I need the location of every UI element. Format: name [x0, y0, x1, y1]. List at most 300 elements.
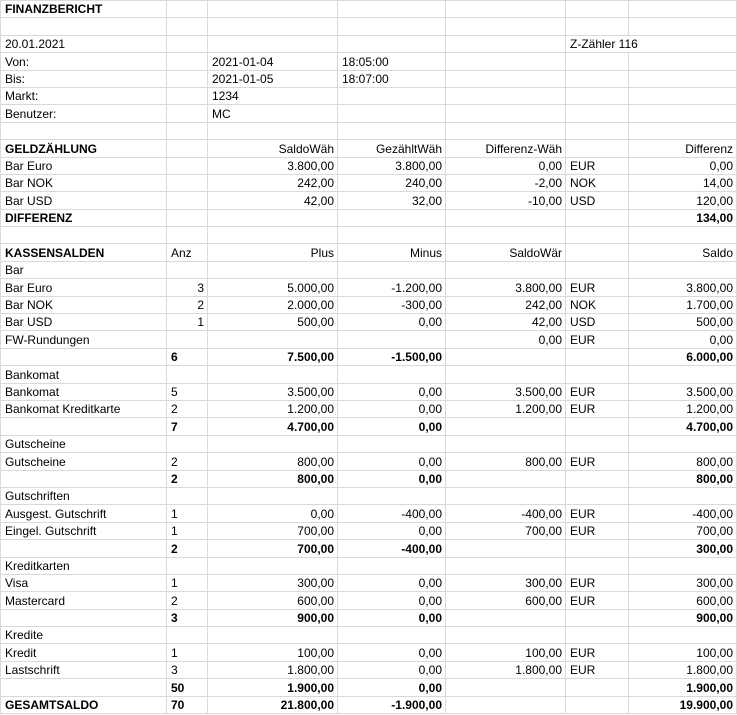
plus-cell[interactable]: 2.000,00 — [208, 296, 338, 313]
saldo-waer-cell[interactable]: 800,00 — [446, 453, 566, 470]
sheet-cell[interactable] — [1, 122, 167, 139]
row-label[interactable]: Gutscheine — [1, 453, 167, 470]
sheet-cell[interactable] — [338, 35, 446, 52]
grand-plus[interactable]: 21.800,00 — [208, 696, 338, 713]
sum-plus[interactable]: 800,00 — [208, 470, 338, 487]
sheet-cell[interactable] — [566, 18, 629, 35]
sum-plus[interactable]: 4.700,00 — [208, 418, 338, 435]
currency-cell[interactable]: EUR — [566, 574, 629, 591]
sheet-cell[interactable] — [446, 487, 566, 504]
sheet-row — [1, 157, 737, 174]
sum-minus[interactable]: -1.500,00 — [338, 348, 446, 365]
col-header[interactable]: SaldoWär — [446, 244, 566, 261]
sheet-cell[interactable] — [446, 87, 566, 104]
sheet-cell[interactable] — [167, 53, 208, 70]
sum-minus[interactable]: 0,00 — [338, 609, 446, 626]
sheet-cell[interactable] — [446, 227, 566, 244]
sheet-cell[interactable] — [208, 366, 338, 383]
sheet-cell[interactable] — [338, 627, 446, 644]
plus-cell[interactable]: 1.200,00 — [208, 400, 338, 417]
sheet-cell[interactable] — [208, 487, 338, 504]
sheet-cell[interactable] — [338, 18, 446, 35]
sheet-cell[interactable] — [566, 105, 629, 122]
sheet-cell[interactable] — [167, 192, 208, 209]
saldo-cell[interactable]: 3.800,00 — [208, 157, 338, 174]
col-header[interactable]: Anz — [167, 244, 208, 261]
sheet-row — [1, 644, 737, 661]
row-label[interactable]: Bar USD — [1, 314, 167, 331]
group-title[interactable]: Gutschriften — [1, 487, 167, 504]
sheet-cell[interactable] — [208, 1, 338, 18]
plus-cell[interactable]: 800,00 — [208, 453, 338, 470]
sheet-cell[interactable] — [167, 487, 208, 504]
sheet-cell[interactable] — [167, 261, 208, 278]
sheet-cell[interactable] — [446, 470, 566, 487]
sum-saldo[interactable]: 900,00 — [629, 609, 737, 626]
currency-cell[interactable]: EUR — [566, 400, 629, 417]
sheet-cell[interactable] — [566, 348, 629, 365]
sheet-cell[interactable] — [167, 140, 208, 157]
saldo-waer-cell[interactable]: 700,00 — [446, 522, 566, 539]
sheet-cell[interactable] — [446, 18, 566, 35]
row-label[interactable]: Bar NOK — [1, 174, 167, 191]
saldo-cell[interactable]: 0,00 — [629, 331, 737, 348]
currency-cell[interactable]: NOK — [566, 296, 629, 313]
minus-cell[interactable]: -400,00 — [338, 505, 446, 522]
von-time[interactable]: 18:05:00 — [338, 53, 446, 70]
sum-saldo[interactable]: 4.700,00 — [629, 418, 737, 435]
saldo-cell[interactable]: -400,00 — [629, 505, 737, 522]
sheet-cell[interactable] — [338, 105, 446, 122]
sheet-cell[interactable] — [629, 53, 737, 70]
saldo-waer-cell[interactable]: 1.800,00 — [446, 661, 566, 678]
sheet-cell[interactable] — [167, 122, 208, 139]
plus-cell[interactable]: 5.000,00 — [208, 279, 338, 296]
plus-cell[interactable]: 0,00 — [208, 505, 338, 522]
sheet-cell[interactable] — [1, 470, 167, 487]
total-value[interactable]: 134,00 — [629, 209, 737, 226]
sheet-cell[interactable] — [446, 696, 566, 713]
sheet-cell[interactable] — [446, 53, 566, 70]
currency-cell[interactable]: EUR — [566, 505, 629, 522]
differenz-cell[interactable]: 14,00 — [629, 174, 737, 191]
sheet-cell[interactable] — [338, 435, 446, 452]
saldo-cell[interactable]: 3.800,00 — [629, 279, 737, 296]
col-header[interactable]: Plus — [208, 244, 338, 261]
differenz-cell[interactable]: 120,00 — [629, 192, 737, 209]
von-date[interactable]: 2021-01-04 — [208, 53, 338, 70]
sheet-cell[interactable] — [208, 209, 338, 226]
sheet-cell[interactable] — [208, 435, 338, 452]
sheet-cell[interactable] — [629, 105, 737, 122]
currency-cell[interactable]: USD — [566, 192, 629, 209]
sheet-cell[interactable] — [566, 122, 629, 139]
sheet-cell[interactable] — [446, 418, 566, 435]
grand-total-label[interactable]: GESAMTSALDO — [1, 696, 167, 713]
anz-cell[interactable]: 3 — [167, 661, 208, 678]
sum-minus[interactable]: -400,00 — [338, 540, 446, 557]
markt-label[interactable]: Markt: — [1, 87, 167, 104]
sheet-cell[interactable] — [338, 366, 446, 383]
col-header[interactable]: Differenz — [629, 140, 737, 157]
benutzer-label[interactable]: Benutzer: — [1, 105, 167, 122]
sheet-cell[interactable] — [566, 261, 629, 278]
currency-cell[interactable]: EUR — [566, 383, 629, 400]
anz-cell[interactable]: 1 — [167, 314, 208, 331]
minus-cell[interactable]: 0,00 — [338, 383, 446, 400]
section-title-geldzaehlung[interactable]: GELDZÄHLUNG — [1, 140, 167, 157]
sheet-cell[interactable] — [629, 435, 737, 452]
sheet-cell[interactable] — [338, 122, 446, 139]
sheet-cell[interactable] — [566, 244, 629, 261]
sheet-cell[interactable] — [446, 627, 566, 644]
differenz-cell[interactable]: 0,00 — [629, 157, 737, 174]
sheet-cell[interactable] — [167, 557, 208, 574]
saldo-cell[interactable]: 1.700,00 — [629, 296, 737, 313]
sheet-cell[interactable] — [629, 70, 737, 87]
currency-cell[interactable]: USD — [566, 314, 629, 331]
col-header[interactable]: Saldo — [629, 244, 737, 261]
sheet-cell[interactable] — [446, 1, 566, 18]
sheet-cell[interactable] — [566, 140, 629, 157]
sum-minus[interactable]: 0,00 — [338, 418, 446, 435]
row-label[interactable]: Bar USD — [1, 192, 167, 209]
currency-cell[interactable]: EUR — [566, 592, 629, 609]
differenz-waeh-cell[interactable]: -10,00 — [446, 192, 566, 209]
row-label[interactable]: Bar Euro — [1, 157, 167, 174]
row-label[interactable]: Mastercard — [1, 592, 167, 609]
minus-cell[interactable]: -300,00 — [338, 296, 446, 313]
saldo-waer-cell[interactable]: 3.800,00 — [446, 279, 566, 296]
sheet-cell[interactable] — [446, 435, 566, 452]
saldo-cell[interactable]: 242,00 — [208, 174, 338, 191]
anz-cell[interactable]: 2 — [167, 296, 208, 313]
currency-cell[interactable]: EUR — [566, 157, 629, 174]
sum-saldo[interactable]: 800,00 — [629, 470, 737, 487]
row-label[interactable]: Lastschrift — [1, 661, 167, 678]
sheet-cell[interactable] — [1, 679, 167, 696]
sheet-cell[interactable] — [167, 18, 208, 35]
sheet-row — [1, 35, 737, 52]
sheet-cell[interactable] — [446, 122, 566, 139]
sheet-cell[interactable] — [566, 53, 629, 70]
currency-cell[interactable]: NOK — [566, 174, 629, 191]
sheet-cell[interactable] — [208, 557, 338, 574]
sheet-cell[interactable] — [566, 609, 629, 626]
sum-anz[interactable]: 7 — [167, 418, 208, 435]
minus-cell[interactable]: 0,00 — [338, 453, 446, 470]
sheet-cell[interactable] — [566, 487, 629, 504]
sheet-cell[interactable] — [338, 487, 446, 504]
anz-cell[interactable]: 1 — [167, 574, 208, 591]
sheet-cell[interactable] — [1, 609, 167, 626]
sheet-cell[interactable] — [167, 435, 208, 452]
sum-plus[interactable]: 700,00 — [208, 540, 338, 557]
sheet-cell[interactable] — [167, 157, 208, 174]
sheet-cell[interactable] — [446, 540, 566, 557]
currency-cell[interactable]: EUR — [566, 661, 629, 678]
report-title[interactable]: FINANZBERICHT — [1, 1, 167, 18]
sheet-cell[interactable] — [167, 366, 208, 383]
saldo-waer-cell[interactable]: 600,00 — [446, 592, 566, 609]
sheet-cell[interactable] — [446, 105, 566, 122]
saldo-cell[interactable]: 600,00 — [629, 592, 737, 609]
sheet-cell[interactable] — [566, 87, 629, 104]
sheet-cell[interactable] — [1, 227, 167, 244]
row-label[interactable]: Ausgest. Gutschrift — [1, 505, 167, 522]
minus-cell[interactable]: 0,00 — [338, 314, 446, 331]
sheet-cell[interactable] — [338, 209, 446, 226]
sheet-cell[interactable] — [446, 209, 566, 226]
grand-minus[interactable]: -1.900,00 — [338, 696, 446, 713]
section-title-kassensalden[interactable]: KASSENSALDEN — [1, 244, 167, 261]
minus-cell[interactable]: 0,00 — [338, 661, 446, 678]
sheet-row — [1, 470, 737, 487]
saldo-waer-cell[interactable]: 3.500,00 — [446, 383, 566, 400]
plus-cell[interactable]: 600,00 — [208, 592, 338, 609]
bis-date[interactable]: 2021-01-05 — [208, 70, 338, 87]
plus-cell[interactable]: 700,00 — [208, 522, 338, 539]
sheet-row — [1, 574, 737, 591]
bis-label[interactable]: Bis: — [1, 70, 167, 87]
sheet-cell[interactable] — [629, 261, 737, 278]
sheet-cell[interactable] — [167, 87, 208, 104]
sheet-cell[interactable] — [338, 87, 446, 104]
markt-value[interactable]: 1234 — [208, 87, 338, 104]
sheet-row — [1, 609, 737, 626]
plus-cell[interactable]: 100,00 — [208, 644, 338, 661]
sheet-cell[interactable] — [167, 174, 208, 191]
sheet-cell[interactable] — [446, 35, 566, 52]
bis-time[interactable]: 18:07:00 — [338, 70, 446, 87]
group-title[interactable]: Kreditkarten — [1, 557, 167, 574]
sheet-cell[interactable] — [1, 418, 167, 435]
group-title[interactable]: Bankomat — [1, 366, 167, 383]
col-header[interactable]: Minus — [338, 244, 446, 261]
minus-cell[interactable]: 0,00 — [338, 400, 446, 417]
sum-saldo[interactable]: 6.000,00 — [629, 348, 737, 365]
sheet-cell[interactable] — [446, 679, 566, 696]
sheet-cell[interactable] — [446, 348, 566, 365]
anz-cell[interactable]: 2 — [167, 400, 208, 417]
sheet-cell[interactable] — [338, 557, 446, 574]
group-title[interactable]: Bar — [1, 261, 167, 278]
sheet-cell[interactable] — [629, 487, 737, 504]
gezaehlt-cell[interactable]: 32,00 — [338, 192, 446, 209]
minus-cell[interactable]: 0,00 — [338, 592, 446, 609]
sheet-cell[interactable] — [167, 105, 208, 122]
z-counter[interactable]: Z-Zähler 116 — [566, 35, 737, 52]
row-label[interactable]: Bar NOK — [1, 296, 167, 313]
sheet-cell[interactable] — [167, 627, 208, 644]
grand-saldo[interactable]: 19.900,00 — [629, 696, 737, 713]
sheet-row — [1, 522, 737, 539]
sheet-cell[interactable] — [566, 418, 629, 435]
sheet-cell[interactable] — [1, 18, 167, 35]
saldo-cell[interactable]: 300,00 — [629, 574, 737, 591]
plus-cell[interactable] — [208, 331, 338, 348]
sheet-cell[interactable] — [208, 227, 338, 244]
saldo-cell[interactable]: 1.800,00 — [629, 661, 737, 678]
sheet-cell[interactable] — [208, 627, 338, 644]
gezaehlt-cell[interactable]: 3.800,00 — [338, 157, 446, 174]
sheet-cell[interactable] — [629, 18, 737, 35]
sheet-cell[interactable] — [167, 1, 208, 18]
sum-anz[interactable]: 3 — [167, 609, 208, 626]
sheet-cell[interactable] — [566, 435, 629, 452]
minus-cell[interactable]: 0,00 — [338, 644, 446, 661]
sheet-cell[interactable] — [446, 609, 566, 626]
minus-cell[interactable] — [338, 331, 446, 348]
col-header[interactable]: SaldoWäh — [208, 140, 338, 157]
saldo-waer-cell[interactable]: 100,00 — [446, 644, 566, 661]
sheet-row — [1, 1, 737, 18]
row-label[interactable]: Eingel. Gutschrift — [1, 522, 167, 539]
sheet-cell[interactable] — [338, 1, 446, 18]
sum-anz[interactable]: 2 — [167, 470, 208, 487]
sheet-cell[interactable] — [629, 87, 737, 104]
sheet-cell[interactable] — [566, 557, 629, 574]
row-label[interactable]: Visa — [1, 574, 167, 591]
sum-plus[interactable]: 7.500,00 — [208, 348, 338, 365]
sheet-cell[interactable] — [1, 540, 167, 557]
sheet-cell[interactable] — [167, 70, 208, 87]
minus-cell[interactable]: 0,00 — [338, 574, 446, 591]
sheet-row — [1, 348, 737, 365]
plus-cell[interactable]: 500,00 — [208, 314, 338, 331]
von-label[interactable]: Von: — [1, 53, 167, 70]
sheet-cell[interactable] — [167, 35, 208, 52]
group-title[interactable]: Gutscheine — [1, 435, 167, 452]
sheet-row — [1, 105, 737, 122]
row-label[interactable]: Bar Euro — [1, 279, 167, 296]
sheet-cell[interactable] — [629, 557, 737, 574]
sheet-row — [1, 192, 737, 209]
saldo-cell[interactable]: 42,00 — [208, 192, 338, 209]
sheet-cell[interactable] — [208, 18, 338, 35]
total-label[interactable]: DIFFERENZ — [1, 209, 167, 226]
sheet-cell[interactable] — [566, 209, 629, 226]
sheet-cell[interactable] — [629, 122, 737, 139]
sheet-cell[interactable] — [208, 35, 338, 52]
sum-plus[interactable]: 1.900,00 — [208, 679, 338, 696]
minus-cell[interactable]: 0,00 — [338, 522, 446, 539]
plus-cell[interactable]: 300,00 — [208, 574, 338, 591]
sheet-cell[interactable] — [566, 470, 629, 487]
saldo-waer-cell[interactable]: 42,00 — [446, 314, 566, 331]
saldo-cell[interactable]: 700,00 — [629, 522, 737, 539]
sheet-cell[interactable] — [629, 227, 737, 244]
gezaehlt-cell[interactable]: 240,00 — [338, 174, 446, 191]
sum-saldo[interactable]: 300,00 — [629, 540, 737, 557]
sheet-cell[interactable] — [566, 696, 629, 713]
row-label[interactable]: Bankomat — [1, 383, 167, 400]
sheet-cell[interactable] — [566, 540, 629, 557]
anz-cell[interactable]: 1 — [167, 522, 208, 539]
differenz-waeh-cell[interactable]: -2,00 — [446, 174, 566, 191]
sheet-cell[interactable] — [208, 261, 338, 278]
sheet-cell[interactable] — [629, 366, 737, 383]
row-label[interactable]: FW-Rundungen — [1, 331, 167, 348]
sheet-cell[interactable] — [338, 227, 446, 244]
sum-saldo[interactable]: 1.900,00 — [629, 679, 737, 696]
sheet-cell[interactable] — [566, 627, 629, 644]
sheet-cell[interactable] — [566, 227, 629, 244]
saldo-waer-cell[interactable]: 242,00 — [446, 296, 566, 313]
sum-minus[interactable]: 0,00 — [338, 470, 446, 487]
sheet-cell[interactable] — [566, 70, 629, 87]
saldo-cell[interactable]: 800,00 — [629, 453, 737, 470]
saldo-cell[interactable]: 100,00 — [629, 644, 737, 661]
sheet-cell[interactable] — [167, 227, 208, 244]
currency-cell[interactable]: EUR — [566, 644, 629, 661]
sum-plus[interactable]: 900,00 — [208, 609, 338, 626]
anz-cell[interactable]: 1 — [167, 644, 208, 661]
sheet-cell[interactable] — [629, 1, 737, 18]
anz-cell[interactable]: 2 — [167, 592, 208, 609]
col-header[interactable]: GezähltWäh — [338, 140, 446, 157]
sheet-cell[interactable] — [338, 261, 446, 278]
anz-cell[interactable]: 5 — [167, 383, 208, 400]
grand-anz[interactable]: 70 — [167, 696, 208, 713]
sheet-cell[interactable] — [208, 122, 338, 139]
sum-anz[interactable]: 50 — [167, 679, 208, 696]
plus-cell[interactable]: 1.800,00 — [208, 661, 338, 678]
sheet-row — [1, 366, 737, 383]
anz-cell[interactable]: 3 — [167, 279, 208, 296]
sheet-row — [1, 661, 737, 678]
plus-cell[interactable]: 3.500,00 — [208, 383, 338, 400]
sheet-cell[interactable] — [566, 1, 629, 18]
benutzer-value[interactable]: MC — [208, 105, 338, 122]
saldo-waer-cell[interactable]: 300,00 — [446, 574, 566, 591]
saldo-waer-cell[interactable]: 1.200,00 — [446, 400, 566, 417]
currency-cell[interactable]: EUR — [566, 453, 629, 470]
sum-anz[interactable]: 6 — [167, 348, 208, 365]
differenz-waeh-cell[interactable]: 0,00 — [446, 157, 566, 174]
sheet-cell[interactable] — [446, 557, 566, 574]
saldo-waer-cell[interactable]: 0,00 — [446, 331, 566, 348]
report-date[interactable]: 20.01.2021 — [1, 35, 167, 52]
row-label[interactable]: Kredit — [1, 644, 167, 661]
currency-cell[interactable]: EUR — [566, 331, 629, 348]
sheet-cell[interactable] — [167, 209, 208, 226]
sheet-cell[interactable] — [446, 70, 566, 87]
group-title[interactable]: Kredite — [1, 627, 167, 644]
saldo-waer-cell[interactable]: -400,00 — [446, 505, 566, 522]
currency-cell[interactable]: EUR — [566, 279, 629, 296]
sheet-cell[interactable] — [629, 627, 737, 644]
currency-cell[interactable]: EUR — [566, 522, 629, 539]
anz-cell[interactable]: 1 — [167, 505, 208, 522]
sheet-cell[interactable] — [566, 679, 629, 696]
sheet-row — [1, 227, 737, 244]
row-label[interactable]: Bankomat Kreditkarte — [1, 400, 167, 417]
sheet-cell[interactable] — [566, 366, 629, 383]
sheet-cell[interactable] — [1, 348, 167, 365]
saldo-cell[interactable]: 1.200,00 — [629, 400, 737, 417]
sum-anz[interactable]: 2 — [167, 540, 208, 557]
sheet-cell[interactable] — [446, 261, 566, 278]
anz-cell[interactable] — [167, 331, 208, 348]
sheet-cell[interactable] — [446, 366, 566, 383]
saldo-cell[interactable]: 3.500,00 — [629, 383, 737, 400]
saldo-cell[interactable]: 500,00 — [629, 314, 737, 331]
sum-minus[interactable]: 0,00 — [338, 679, 446, 696]
anz-cell[interactable]: 2 — [167, 453, 208, 470]
col-header[interactable]: Differenz-Wäh — [446, 140, 566, 157]
minus-cell[interactable]: -1.200,00 — [338, 279, 446, 296]
